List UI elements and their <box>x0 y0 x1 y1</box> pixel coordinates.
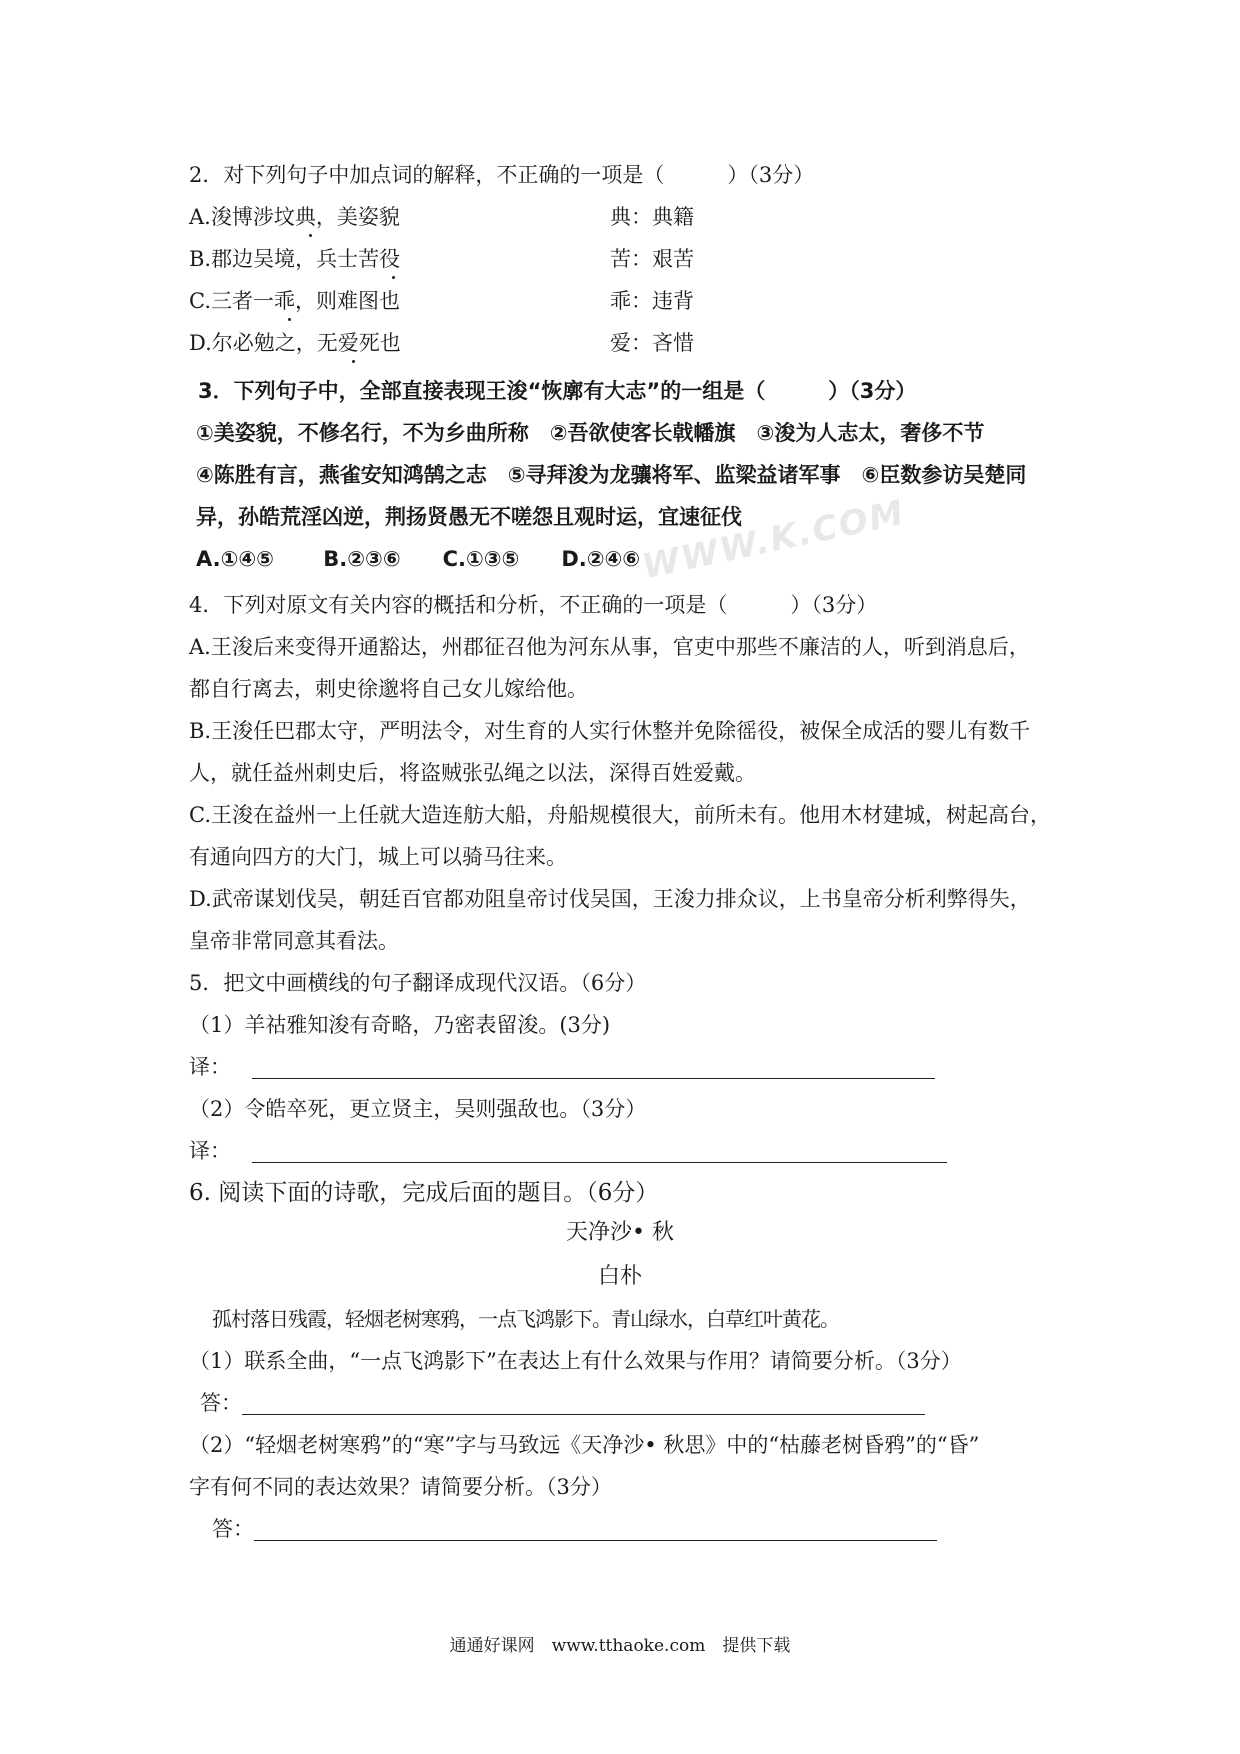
q5-sentence-2: （2）令皓卒死，更立贤主，吴则强敌也。（3分） <box>189 1097 647 1121</box>
q2-option-c-meaning: 乖：违背 <box>610 289 694 313</box>
poem-text: 孤村落日残霞，轻烟老树寒鸦，一点飞鸿影下。青山绿水，白草红叶黄花。 <box>212 1307 839 1331</box>
poem-author: 白朴 <box>597 1264 642 1289</box>
q6-answer-line-1[interactable] <box>242 1414 925 1415</box>
q5-answer-line-2[interactable] <box>252 1162 947 1163</box>
q4-option-b-line1: B.王浚任巴郡太守，严明法令，对生育的人实行休整并免除徭役，被保全成活的婴儿有数千 <box>189 719 1031 743</box>
q3-sentences-line3: 异，孙皓荒淫凶逆，荆扬贤愚无不嗟怨且观时运，宜速征伐 <box>196 505 742 529</box>
q3-stem: 3．下列句子中，全部直接表现王浚“恢廓有大志”的一组是（ ）（3分） <box>198 379 917 403</box>
q2-option-d-meaning: 爱：吝惜 <box>610 331 694 355</box>
q6-question-2-line2: 字有何不同的表达效果？请简要分析。（3分） <box>189 1475 612 1499</box>
q2-stem: 2．对下列句子中加点词的解释，不正确的一项是（ ）（3分） <box>189 163 815 187</box>
poem-title: 天净沙• 秋 <box>566 1220 674 1245</box>
q6-question-2-line1: （2）“轻烟老树寒鸦”的“寒”字与马致远《天净沙• 秋思》中的“枯藤老树昏鸦”的“昏” <box>189 1433 980 1457</box>
page-footer: 通通好课网 www.tthaoke.com 提供下载 <box>449 1636 791 1656</box>
q4-stem: 4．下列对原文有关内容的概括和分析，不正确的一项是（ ）（3分） <box>189 593 878 617</box>
q4-option-c-line1: C.王浚在益州一上任就大造连舫大船，舟船规模很大，前所未有。他用木材建城，树起高台， <box>189 803 1051 827</box>
q3-sentences-line1: ①美姿貌，不修名行，不为乡曲所称 ②吾欲使客长戟幡旗 ③浚为人志太，奢侈不节 <box>196 421 985 445</box>
q5-answer-line-1[interactable] <box>252 1078 935 1079</box>
q6-answer-label-2: 答： <box>212 1517 254 1541</box>
q2-option-c: C.三者一乖，则难图也 <box>189 289 400 313</box>
q5-translate-label-2: 译： <box>189 1139 231 1163</box>
q4-option-d-line1: D.武帝谋划伐吴，朝廷百官都劝阻皇帝讨伐吴国，王浚力排众议，上书皇帝分析利弊得失， <box>189 887 1031 911</box>
q2-option-b: B.郡边吴境，兵士苦役 <box>189 247 401 271</box>
emphasis-dot <box>392 276 395 279</box>
q3-sentences-line2: ④陈胜有言，燕雀安知鸿鹄之志 ⑤寻拜浚为龙骧将军、监梁益诸军事 ⑥臣数参访吴楚同 <box>196 463 1027 487</box>
q6-question-1: （1）联系全曲，“一点飞鸿影下”在表达上有什么效果与作用？请简要分析。（3分） <box>189 1349 962 1373</box>
q6-stem: 6. 阅读下面的诗歌，完成后面的题目。（6分） <box>189 1180 659 1206</box>
emphasis-dot <box>352 360 355 363</box>
q5-stem: 5．把文中画横线的句子翻译成现代汉语。（6分） <box>189 971 647 995</box>
q2-option-a: A.浚博涉坟典，美姿貌 <box>189 205 400 229</box>
q5-sentence-1: （1）羊祜雅知浚有奇略，乃密表留浚。(3分) <box>189 1013 611 1037</box>
q4-option-a-line1: A.王浚后来变得开通豁达，州郡征召他为河东从事，官吏中那些不廉洁的人，听到消息后， <box>189 635 1030 659</box>
q4-option-b-line2: 人，就任益州刺史后，将盗贼张弘绳之以法，深得百姓爱戴。 <box>189 761 756 785</box>
q4-option-d-line2: 皇帝非常同意其看法。 <box>189 929 399 953</box>
q4-option-a-line2: 都自行离去，刺史徐邈将自己女儿嫁给他。 <box>189 677 588 701</box>
q6-answer-label-1: 答： <box>200 1391 242 1415</box>
emphasis-dot <box>309 234 312 237</box>
emphasis-dot <box>288 318 291 321</box>
q2-option-a-meaning: 典：典籍 <box>610 205 694 229</box>
q2-option-b-meaning: 苦：艰苦 <box>610 247 694 271</box>
watermark: WWW.K.COM <box>638 492 909 588</box>
q5-translate-label-1: 译： <box>189 1055 231 1079</box>
q6-answer-line-2[interactable] <box>254 1540 937 1541</box>
q2-option-d: D.尔必勉之，无爱死也 <box>189 331 401 355</box>
q4-option-c-line2: 有通向四方的大门，城上可以骑马往来。 <box>189 845 567 869</box>
q3-choices: A.①④⑤ B.②③⑥ C.①③⑤ D.②④⑥ <box>196 547 641 571</box>
